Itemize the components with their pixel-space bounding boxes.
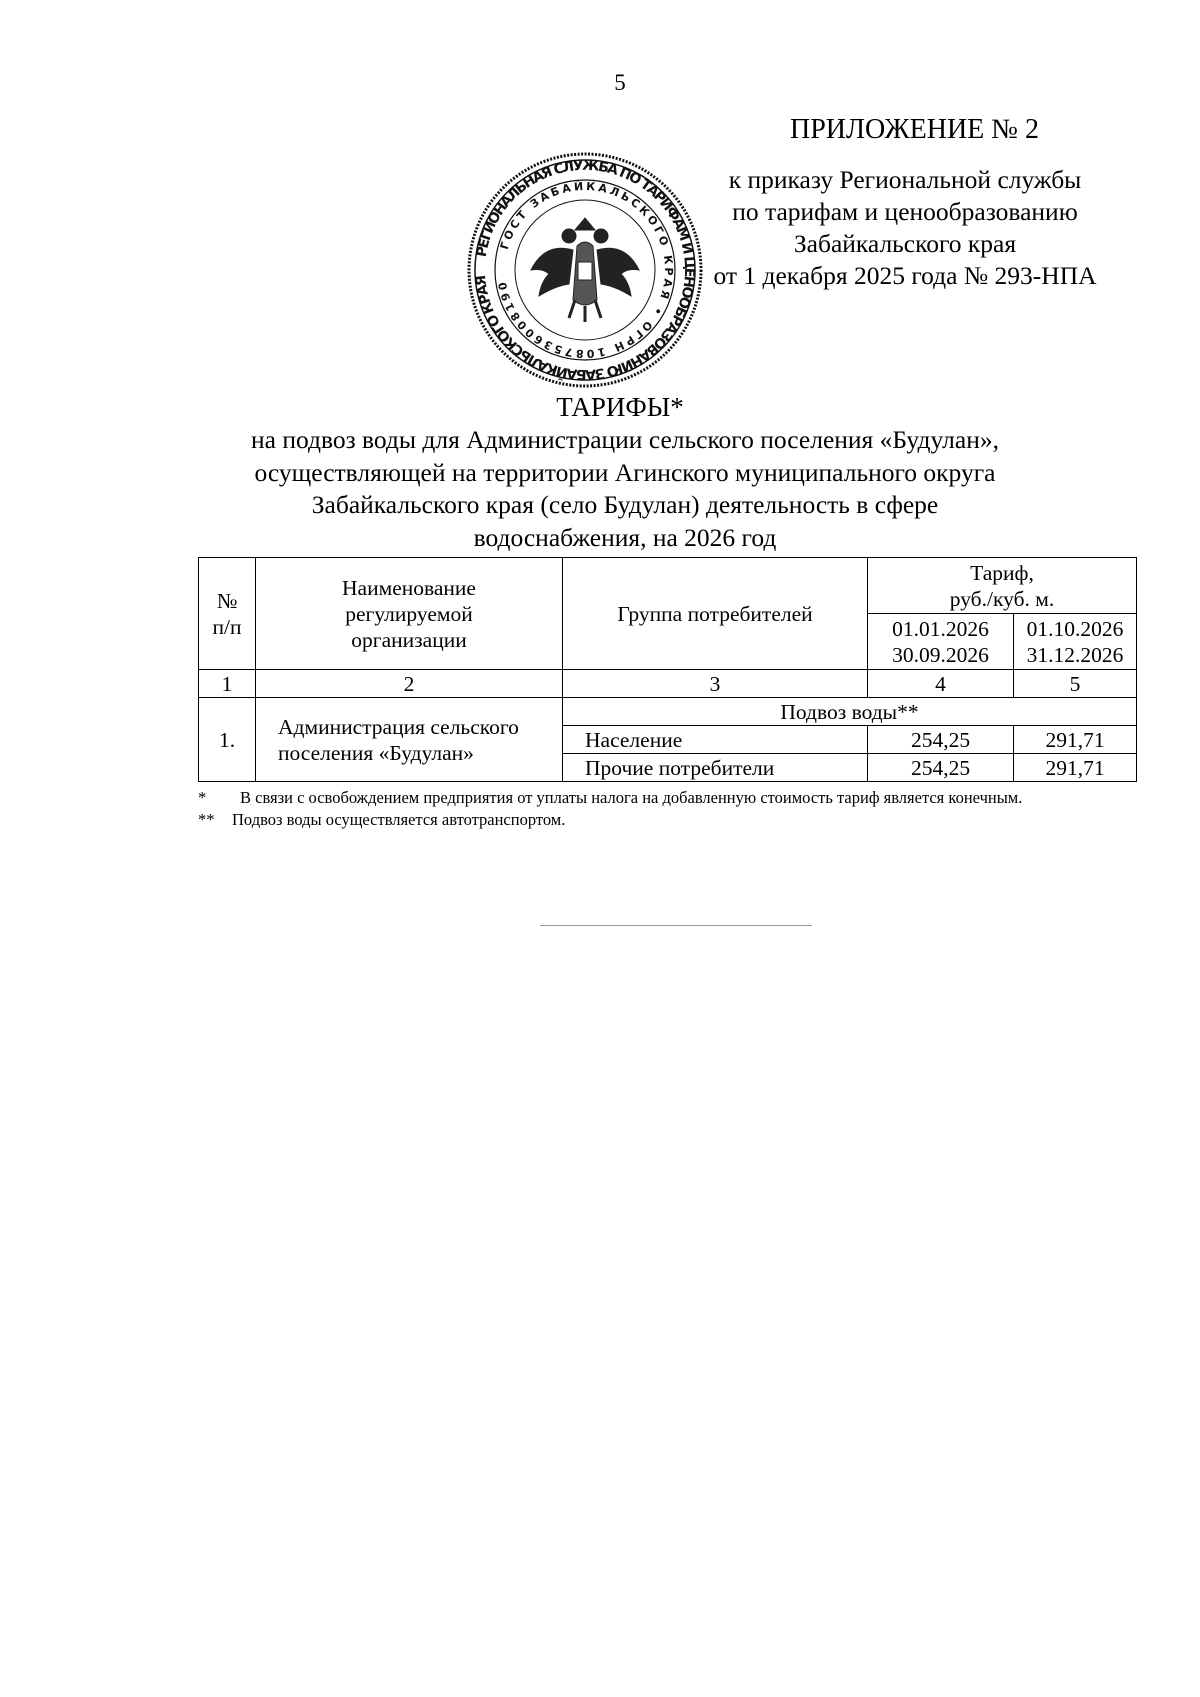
seal-outer-text: РЕГИОНАЛЬНАЯ СЛУЖБА ПО ТАРИФАМ И ЦЕНООБРАЗОВАНИЮ ЗАБАЙКАЛЬСКОГО КРАЯ: [473, 157, 698, 383]
consumer-group: Население: [563, 726, 868, 754]
official-seal: [465, 150, 705, 390]
appendix-title: ПРИЛОЖЕНИЕ № 2: [790, 114, 1039, 145]
column-number: 5: [1014, 670, 1137, 698]
eagle-emblem-icon: [531, 218, 639, 322]
header-period-1: 01.01.2026 30.09.2026: [868, 614, 1014, 670]
footnote-marker: **: [198, 810, 215, 829]
footnote-text: В связи с освобождением предприятия от уплаты налога на добавленную стоимость тариф является конечным.: [240, 788, 1023, 807]
tariff-value: 254,25: [868, 726, 1014, 754]
subtitle-line: водоснабжения, на 2026 год: [473, 522, 777, 552]
column-number: 2: [256, 670, 563, 698]
document-title: ТАРИФЫ*: [556, 392, 684, 422]
end-divider: [540, 925, 812, 926]
footnote-marker: *: [198, 788, 207, 807]
header-period-2: 01.10.2026 31.12.2026: [1014, 614, 1137, 670]
footnote: [198, 809, 1138, 831]
header-consumer-group: Группа потребителей: [563, 558, 868, 670]
subtitle-line: осуществляющей на территории Агинского муниципального округа: [254, 457, 996, 487]
tariff-value: 254,25: [868, 754, 1014, 782]
column-number: 1: [199, 670, 256, 698]
decree-line: от 1 декабря 2025 года № 293-НПА: [713, 261, 1097, 290]
tariffs-table: [198, 557, 1137, 782]
header-organization: Наименование регулируемой организации: [256, 558, 563, 670]
tariff-value: 291,71: [1014, 726, 1137, 754]
column-number: 4: [868, 670, 1014, 698]
tariff-value: 291,71: [1014, 754, 1137, 782]
footnote-text: Подвоз воды осуществляется автотранспортом.: [232, 810, 566, 829]
subtitle-line: Забайкальского края (село Будулан) деятельность в сфере: [311, 490, 939, 519]
subtitle-line: на подвоз воды для Администрации сельского поселения «Будулан»,: [251, 425, 999, 454]
decree-line: Забайкальского края: [793, 229, 1017, 258]
decree-line: по тарифам и ценообразованию: [732, 197, 1078, 226]
page-number: 5: [614, 70, 626, 95]
decree-reference: [690, 164, 1120, 292]
header-number: № п/п: [199, 558, 256, 670]
consumer-group: Прочие потребители: [563, 754, 868, 782]
row-number: 1.: [199, 698, 256, 782]
decree-line: к приказу Региональной службы: [728, 165, 1082, 194]
footnote: [198, 787, 1138, 809]
document-subtitle: [190, 424, 1060, 554]
organization-name: Администрация сельского поселения «Будулан»: [256, 698, 563, 782]
footnotes: [198, 787, 1138, 831]
column-number: 3: [563, 670, 868, 698]
column-numbers-row: [199, 670, 1137, 698]
header-tariff: Тариф, руб./куб. м.: [868, 558, 1137, 614]
service-type: Подвоз воды**: [563, 698, 1137, 726]
seal-inner-text: ГОСТ ЗАБАЙКАЛЬСКОГО КРАЯ • ОГРН 1087536008190: [495, 179, 676, 361]
